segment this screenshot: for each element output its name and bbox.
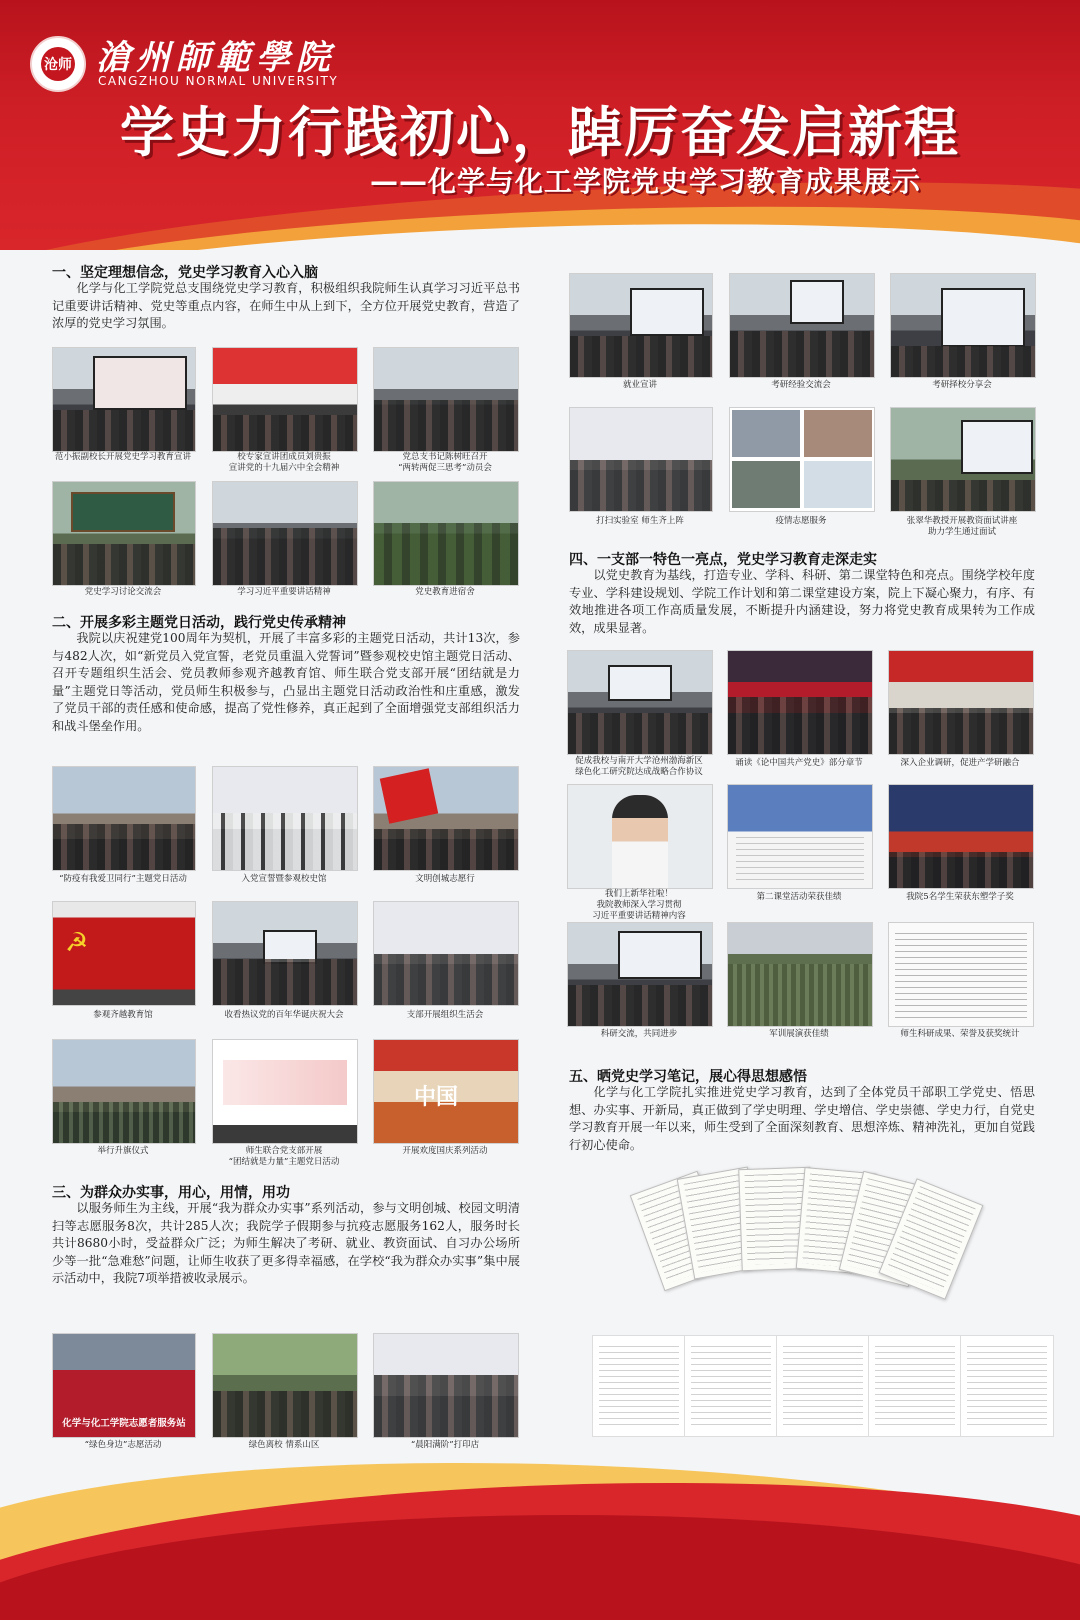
- caption-4-5: 第二课堂活动荣获佳绩: [756, 892, 842, 902]
- caption-2-6: 支部开展组织生活会: [406, 1010, 484, 1020]
- photo-epidemic-service: [729, 407, 875, 512]
- photo-online-meeting: [212, 1039, 358, 1144]
- photo-lecture: [52, 347, 196, 452]
- section-3-title: 三、为群众办实事，用心，用情，用功: [52, 1185, 290, 1201]
- photo-nankai-cooperation: [567, 650, 713, 755]
- photo-study-speech: [212, 481, 358, 586]
- caption-1-5: 学习习近平重要讲话精神: [237, 587, 331, 597]
- photo-employment-talk: [569, 273, 713, 378]
- caption-2-1: “防疫有我爱卫同行”主题党日活动: [59, 874, 187, 884]
- caption-2-3: 文明创城志愿行: [415, 874, 475, 884]
- poster-footer-wave: [0, 1445, 1080, 1620]
- section-5-title: 五、晒党史学习笔记，展心得思想感悟: [569, 1069, 807, 1085]
- section-4-text: 以党史教育为基线，打造专业、学科、科研、第二课堂特色和亮点。围绕学校年度专业、学科建设规划、学院工作计划和第二课堂建设方案，院上下凝心聚力，有序、有效地推进各项工作高质量发展，不断提升内涵建设，努力将党史教育成果转为工作成效，成果显著。: [569, 568, 1035, 635]
- photo-enterprise-visit: [888, 650, 1034, 755]
- caption-4-8: 军训展演获佳绩: [769, 1029, 829, 1039]
- caption-4-7: 科研交流，共同进步: [600, 1029, 678, 1039]
- photo-expert-lecture: [212, 347, 358, 452]
- photo-interview-lecture: [890, 407, 1036, 512]
- china-text-graphic: 中国: [414, 1085, 459, 1110]
- section-1-title: 一、坚定理想信念，党史学习教育入心入脑: [52, 265, 318, 281]
- volunteer-banner-text: 化学与化工学院志愿者服务站: [62, 1418, 186, 1429]
- photo-research-exchange: [567, 922, 713, 1027]
- caption-1-4: 党史学习讨论交流会: [84, 587, 162, 597]
- caption-3-2: 绿色离校 情系山区: [248, 1440, 320, 1450]
- caption-2-2: 入党宣誓暨参观校史馆: [241, 874, 327, 884]
- caption-3-6: 考研择校分享会: [932, 380, 992, 390]
- photo-xinhua-feature: [567, 784, 713, 889]
- caption-4-6: 我院5名学生荣获东塑学子奖: [906, 892, 1014, 902]
- photo-lab-cleaning: [569, 407, 713, 512]
- caption-3-7: 打扫实验室 师生齐上阵: [596, 516, 684, 526]
- section-1-text: 化学与化工学院党总支围绕党史学习教育，积极组织我院师生认真学习习近平总书记重要讲话精神、党史等重点内容，在师生中从上到下，全方位开展党史教育，营造了浓厚的党史学习氛围。: [52, 281, 520, 330]
- caption-4-2: 诵读《论中国共产党史》部分章节: [735, 758, 863, 768]
- caption-4-3: 深入企业调研，促进产学研融合: [900, 758, 1020, 768]
- photo-city-volunteer: [373, 766, 519, 871]
- caption-2-8: 师生联合党支部开展 “团结就是力量”主题党日活动: [228, 1146, 340, 1167]
- photo-organization-meeting: [373, 901, 519, 1006]
- photo-oath: [212, 766, 358, 871]
- section-5-text: 化学与化工学院扎实推进党史学习教育，达到了全体党员干部职工学党史、悟思想、办实事、开新局，真正做到了学史明理、学史增信、学史崇德、学史力行，自党史学习教育开展一年以来，师生受到了全面深刻教育、思想淬炼、精神洗礼，更加自觉践行初心使命。: [569, 1085, 1035, 1152]
- caption-1-3: 党总支书记陈树旺召开 “两转两促三思考”动员会: [398, 452, 492, 473]
- school-name-cn: 滄州師範學院: [96, 38, 336, 78]
- caption-1-6: 党史教育进宿舍: [415, 587, 475, 597]
- caption-3-3: “晨阳满阶”打印店: [410, 1440, 480, 1450]
- caption-3-9: 张翠华教授开展教资面试讲座 助力学生通过面试: [906, 516, 1018, 537]
- caption-1-1: 范小振副校长开展党史学习教育宣讲: [54, 452, 191, 462]
- university-emblem-icon: [30, 36, 86, 92]
- photo-volunteer-station: [52, 1333, 196, 1438]
- photo-epidemic-day: [52, 766, 196, 871]
- caption-3-5: 考研经验交流会: [771, 380, 831, 390]
- section-4-title: 四、一支部一特色一亮点，党史学习教育走深走实: [569, 552, 877, 568]
- photo-national-day: [373, 1039, 519, 1144]
- photo-award-ceremony: [888, 784, 1034, 889]
- photo-print-shop: [373, 1333, 519, 1438]
- caption-2-7: 举行升旗仪式: [97, 1146, 149, 1156]
- hammer-sickle-icon: ☭: [65, 928, 89, 958]
- caption-2-9: 开展欢度国庆系列活动: [402, 1146, 488, 1156]
- poster-header: [0, 0, 1080, 250]
- caption-3-1: “绿色身边”志愿活动: [84, 1440, 162, 1450]
- caption-4-4: 我们上新华社啦！ 我院教师深入学习贯彻 习近平重要讲话精神内容: [592, 889, 686, 921]
- section-2-text: 我院以庆祝建党100周年为契机，开展了丰富多彩的主题党日活动，共计13次，参与482人次，如“新党员入党宣誓，老党员重温入党誓词”暨参观校史馆主题党日活动、召开专题组织生活会、党员教师参观齐越教育馆、师生联合党支部开展“团结就是力量”主题党日等活动，党员师生积极参与，凸显出主题党日活动政治性和庄重感，激发了党员干部的责任感和使命感，提高了党性修养，真正起到了全面增强党支部组织活力和战斗堡垒作用。: [52, 631, 520, 733]
- photo-centenary-broadcast: [212, 901, 358, 1006]
- section-3-text: 以服务师生为主线，开展“我为群众办实事”系列活动，参与文明创城、校园文明清扫等志愿服务8次，共计285人次；我院学子假期参与抗疫志愿服务162人，服务时长共计8680小时，受益群众广泛；为师生解决了考研、就业、教资面试、自习办公场所少等一批“急难愁”问题，让师生收获了更多得幸福感，在学校“我为群众办实事”集中展示活动中，我院7项举措被收录展示。: [52, 1201, 520, 1285]
- section-2-title: 二、开展多彩主题党日活动，践行党史传承精神: [52, 615, 346, 631]
- photo-achievement-table: [888, 922, 1034, 1027]
- photo-military-training: [727, 922, 873, 1027]
- photo-mountain-donation: [212, 1333, 358, 1438]
- photo-discussion: [52, 481, 196, 586]
- caption-1-2: 校专家宣讲团成员刘贵振 宣讲党的十九届六中全会精神: [228, 452, 340, 473]
- photo-school-selection: [890, 273, 1036, 378]
- photo-postgrad-exchange: [729, 273, 875, 378]
- school-name-en: CANGZHOU NORMAL UNIVERSITY: [98, 74, 339, 88]
- caption-3-8: 疫情志愿服务: [775, 516, 827, 526]
- emblem-text: 沧师: [41, 47, 75, 81]
- photo-mobilization-meeting: [373, 347, 519, 452]
- photo-qiyue-museum: [52, 901, 196, 1006]
- caption-4-9: 师生科研成果、荣誉及获奖统计: [900, 1029, 1020, 1039]
- caption-2-4: 参观齐越教育馆: [93, 1010, 153, 1020]
- photo-second-classroom: [727, 784, 873, 889]
- caption-3-4: 就业宣讲: [622, 380, 657, 390]
- photo-dormitory: [373, 481, 519, 586]
- caption-2-5: 收看热议党的百年华诞庆祝大会: [224, 1010, 344, 1020]
- poster-subtitle: ——化学与化工学院党史学习教育成果展示: [370, 165, 922, 198]
- poster-title: 学史力行践初心，踔厉奋发启新程: [120, 101, 960, 164]
- photo-flag-raising: [52, 1039, 196, 1144]
- caption-4-1: 促成我校与南开大学沧州渤海新区 绿色化工研究院达成战略合作协议: [575, 756, 703, 777]
- photo-recitation: [727, 650, 873, 755]
